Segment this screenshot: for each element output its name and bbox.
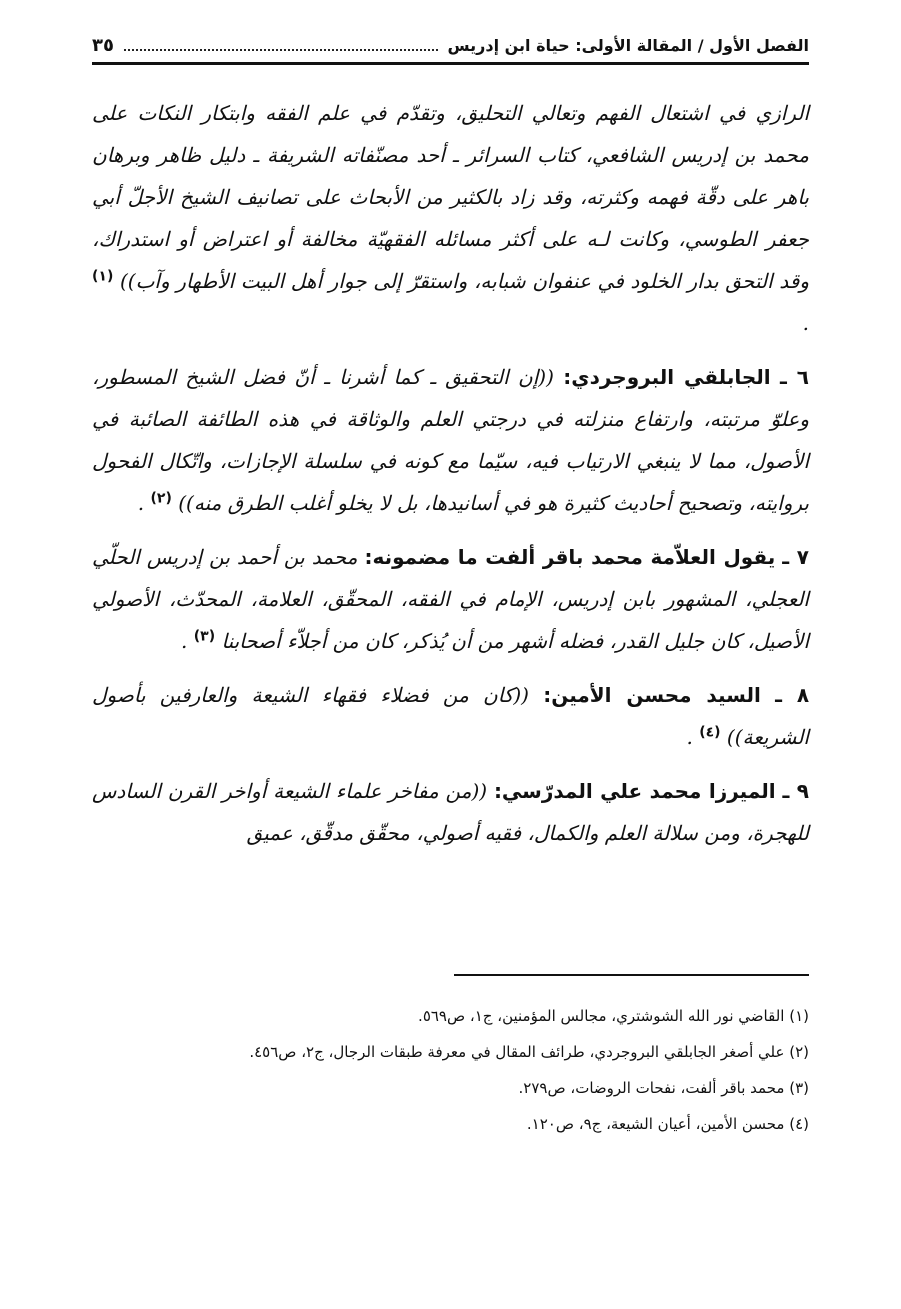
paragraph-text: ((كان من فضلاء فقهاء الشيعة والعارفين بأصول الشريعة)) [92, 683, 809, 749]
footnote: (٤) محسن الأمين، أعيان الشيعة، ج٩، ص١٢٠. [526, 1115, 809, 1133]
speaker-name: الميرزا محمد علي المدرّسي: [493, 779, 776, 803]
paragraph-continuation [92, 92, 809, 344]
paragraph-quote [92, 770, 809, 854]
footnote-ref: (١) [92, 268, 114, 285]
header-leader-dots [124, 39, 438, 51]
footnote: (١) القاضي نور الله الشوشتري، مجالس المؤمنين، ج١، ص٥٦٩. [418, 1007, 809, 1025]
page-body [92, 92, 809, 866]
running-title: الفصل الأول / المقالة الأولى: حياة ابن إدريس [447, 35, 809, 55]
speaker-name: يقول العلاّمة محمد باقر ألفت ما مضمونه: [364, 545, 776, 569]
paragraph-text: ((إن التحقيق ـ كما أشرنا ـ أنّ فضل الشيخ المسطور، وعلوّ مرتبته، وارتفاع منزلته في درجتي العلم والوثاقة في هذه الطائفة الصائبة في الأصول، مما لا ينبغي الارتياب فيه، سيّما مع كونه في سلسلة الإجازات، واتّكال الفحول بروايته، وتصحيح أحاديث كثيرة هو في أسانيدها، بل لا يخلو أغلب الطرق منه)) [92, 365, 809, 515]
footnote-ref: (٢) [150, 490, 172, 507]
item-number: ٩ ـ [782, 779, 809, 803]
footnote-ref: (٣) [193, 628, 216, 645]
speaker-name: السيد محسن الأمين: [543, 683, 761, 707]
footnote: (٢) علي أصغر الجابلقي البروجردي، طرائف المقال في معرفة طبقات الرجال، ج٢، ص٤٥٦. [249, 1043, 809, 1061]
item-number: ٧ ـ [782, 545, 809, 569]
footnote: (٣) محمد باقر ألفت، نفحات الروضات، ص٢٧٩. [518, 1079, 809, 1097]
footnote-separator [454, 974, 809, 976]
page-number: ٣٥ [92, 34, 114, 56]
paragraph-text: محمد بن أحمد بن إدريس الحلّي العجلي، المشهور بابن إدريس، الإمام في الفقه، المحقّق، العلامة، المحدّث، الأصولي الأصيل، كان جليل القدر، فضله أشهر من أن يُذكر، كان من أجلاّء أصحابنا [92, 545, 809, 653]
paragraph-end: . [181, 629, 188, 653]
footnote-ref: (٤) [699, 724, 721, 741]
paragraph-end: . [137, 491, 145, 515]
header-rule [92, 62, 809, 65]
paragraph-quote [92, 536, 809, 662]
footnotes [92, 998, 809, 1142]
paragraph-text: الرازي في اشتعال الفهم وتعالي التحليق، وتقدّم في علم الفقه وابتكار النكات على محمد بن إدريس الشافعي، كتاب السرائر ـ أحد مصنّفاته الشريفة ـ دليل ظاهر وبرهان باهر على دقّة فهمه وكثرته، وقد زاد بالكثير من الأبحاث على تصانيف الشيخ الأجلّ أبي جعفر الطوسي، وكانت لـه على أكثر مسائله الفقهيّة مخالفة أو اعتراض أو استدراك، وقد التحق بدار الخلود في عنفوان شبابه، واستقرّ إلى جوار أهل البيت الأطهار وآب)) [92, 101, 809, 293]
paragraph-quote [92, 356, 809, 524]
page-header [92, 28, 809, 62]
paragraph-text: ((من مفاخر علماء الشيعة أواخر القرن السادس للهجرة، ومن سلالة العلم والكمال، فقيه أصولي، محقّق مدقّق، عميق [92, 779, 809, 845]
speaker-name: الجابلقي البروجردي: [563, 365, 771, 389]
item-number: ٨ ـ [775, 683, 810, 707]
paragraph-end: . [802, 311, 809, 335]
paragraph-end: . [686, 725, 693, 749]
paragraph-quote [92, 674, 809, 758]
item-number: ٦ ـ [779, 365, 809, 389]
